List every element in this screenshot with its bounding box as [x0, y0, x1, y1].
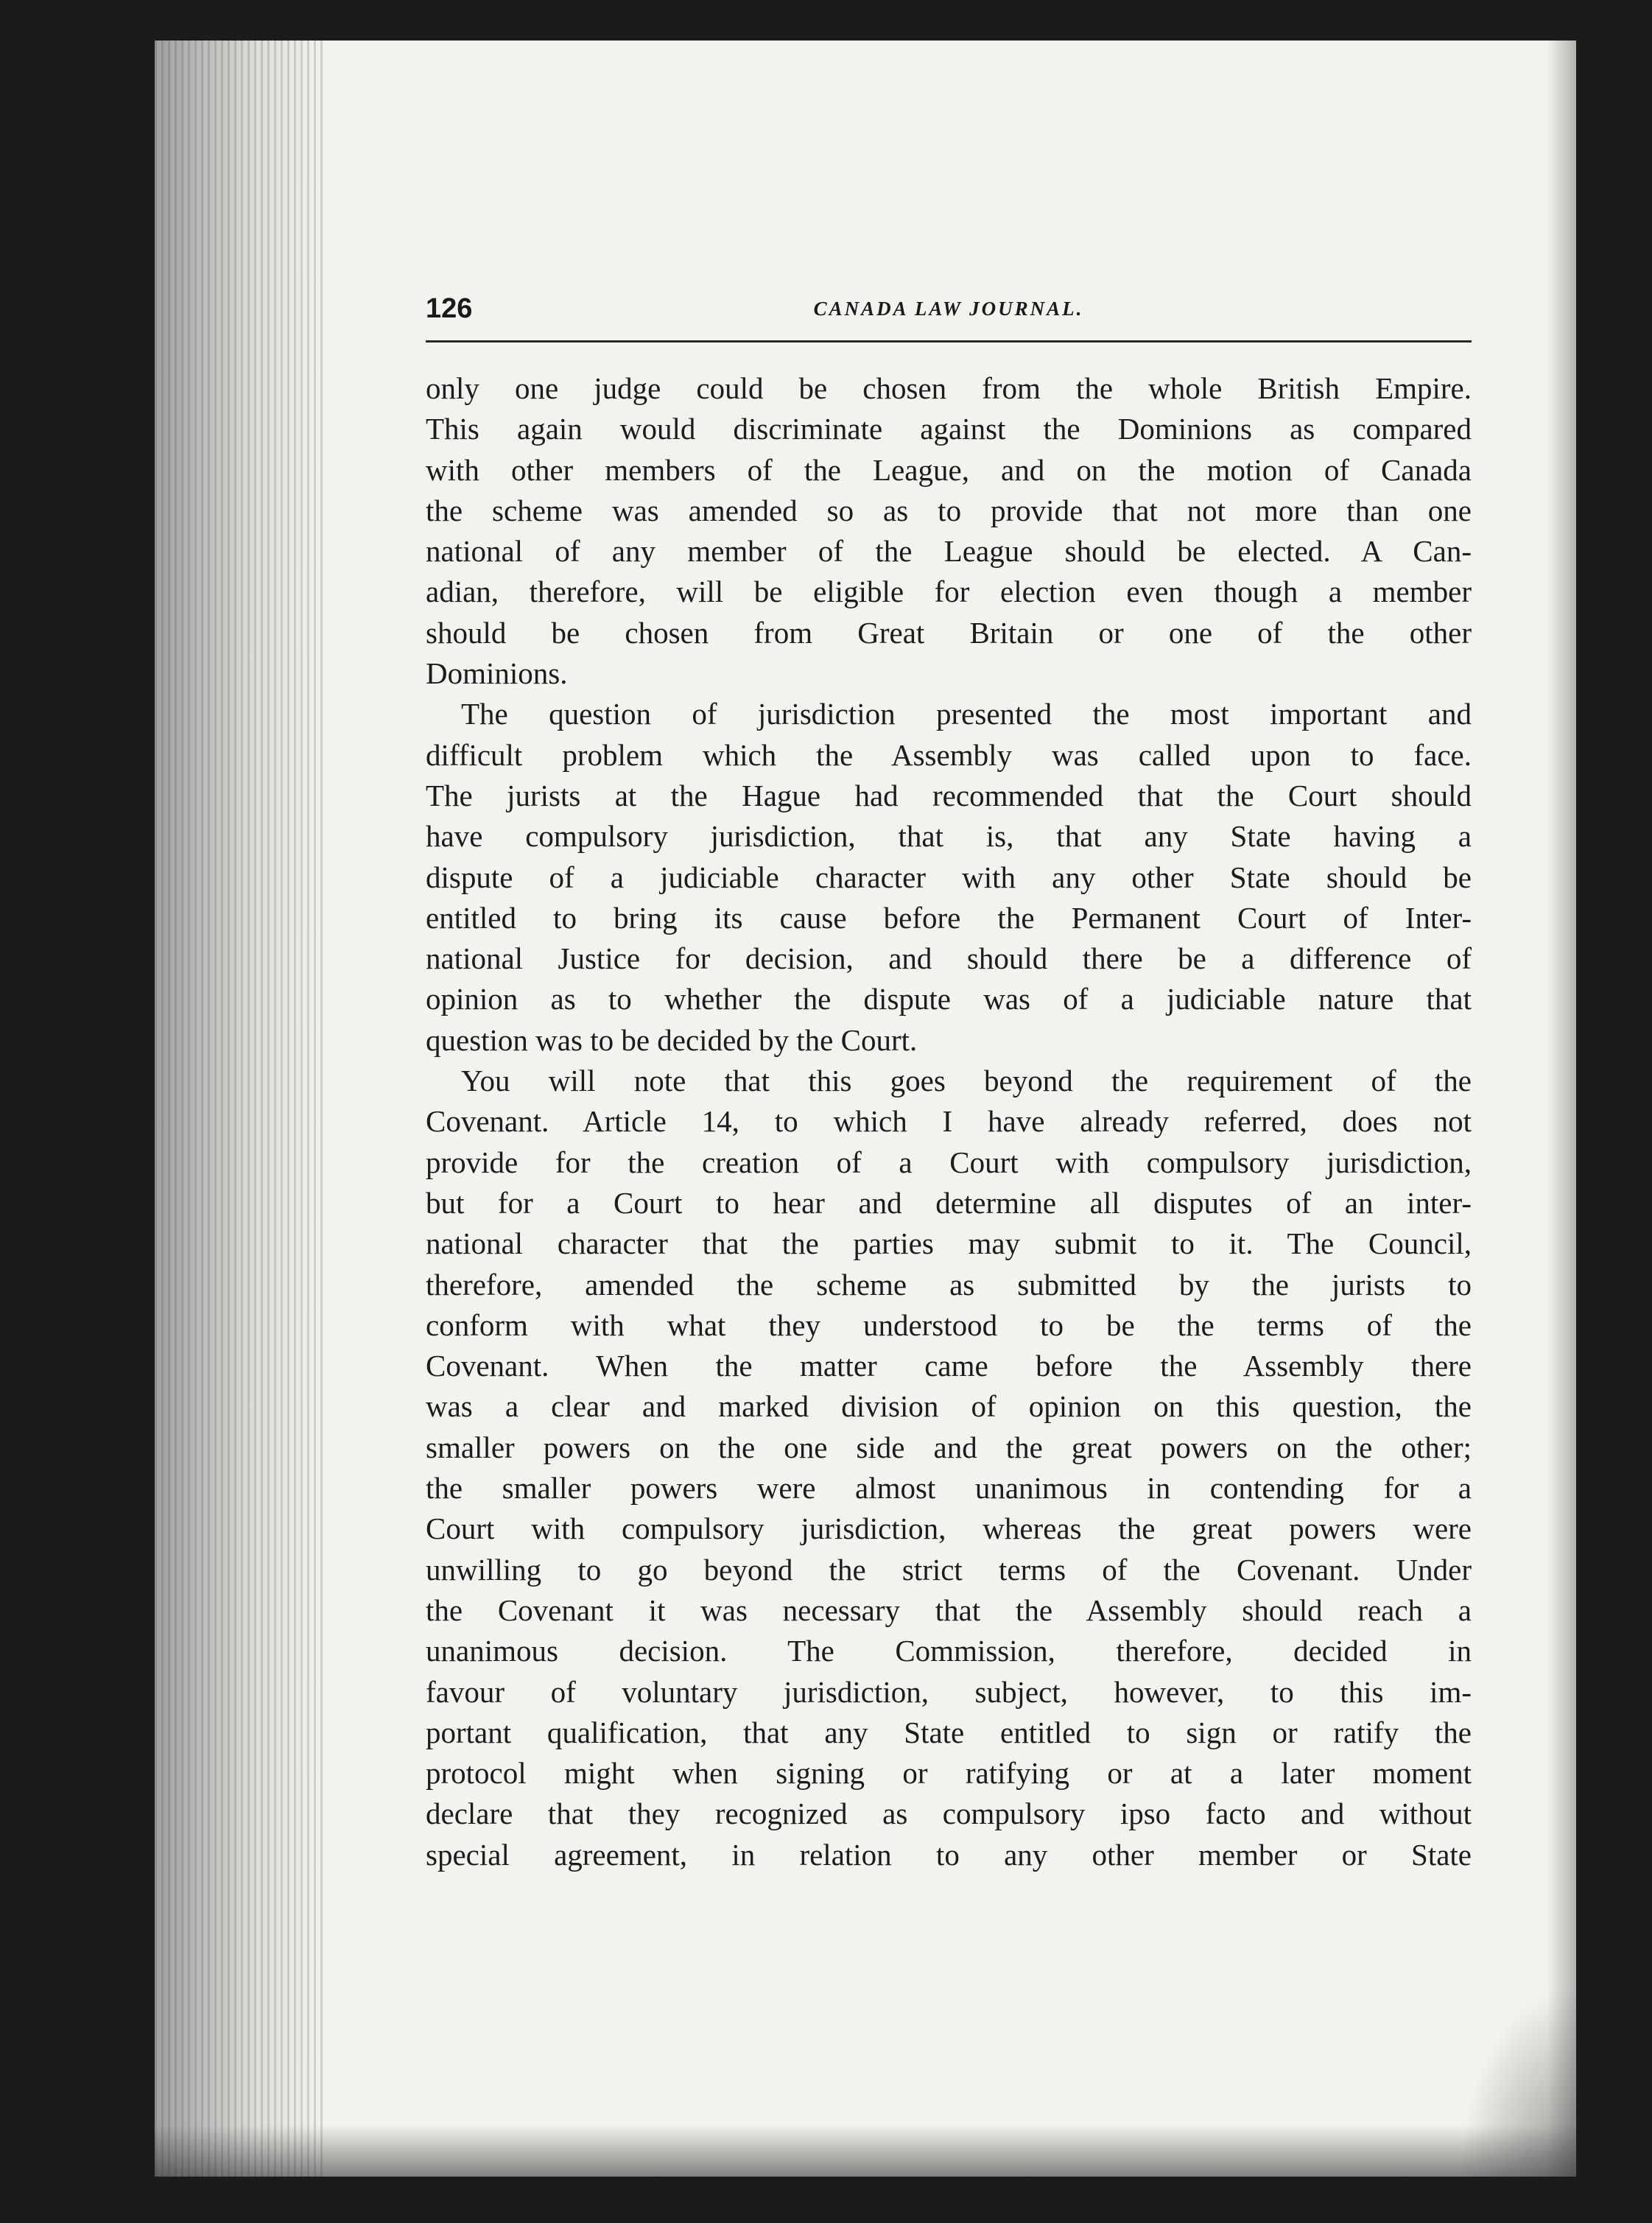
- text-line: national of any member of the League should be elected. A Can-: [426, 534, 1472, 569]
- text-line: the Covenant it was necessary that the Assembly should reach a: [426, 1592, 1472, 1627]
- text-line: dispute of a judiciable character with any other State should be: [426, 860, 1472, 894]
- text-line: This again would discriminate against the Dominions as compared: [426, 412, 1472, 446]
- header-rule: [426, 340, 1472, 343]
- journal-title: CANADA LAW JOURNAL.: [813, 298, 1084, 320]
- text-line: opinion as to whether the dispute was of a judiciable nature that: [426, 982, 1472, 1016]
- text-line: Covenant. When the matter came before the Assembly there: [426, 1349, 1472, 1383]
- text-line: The jurists at the Hague had recommended that the Court should: [426, 778, 1472, 812]
- text-line: Court with compulsory jurisdiction, whereas the great powers were: [426, 1511, 1472, 1546]
- text-line: unanimous decision. The Commission, therefore, decided in: [426, 1634, 1472, 1668]
- text-line: have compulsory jurisdiction, that is, that any State having a: [426, 819, 1472, 854]
- text-line: declare that they recognized as compulsory ipso facto and without: [426, 1797, 1472, 1831]
- binding-gutter-shadow: [155, 41, 324, 2177]
- page-bottom-shadow: [155, 2125, 1576, 2177]
- text-line: Covenant. Article 14, to which I have already referred, does not: [426, 1104, 1472, 1139]
- page-number: 126: [426, 293, 473, 324]
- text-line: protocol might when signing or ratifying or at a later moment: [426, 1756, 1472, 1791]
- text-line: conform with what they understood to be the terms of the: [426, 1307, 1472, 1342]
- text-line: was a clear and marked division of opinion on this question, the: [426, 1389, 1472, 1424]
- text-line: special agreement, in relation to any other member or State: [426, 1837, 1472, 1872]
- text-line: portant qualification, that any State entitled to sign or ratify the: [426, 1715, 1472, 1749]
- text-line: therefore, amended the scheme as submitted by the jurists to: [426, 1267, 1472, 1302]
- text-line: provide for the creation of a Court with compulsory jurisdiction,: [426, 1145, 1472, 1179]
- text-line: only one judge could be chosen from the whole British Empire.: [426, 371, 1472, 405]
- text-line: question was to be decided by the Court.: [426, 1022, 918, 1057]
- text-line: You will note that this goes beyond the requirement of the: [461, 1064, 1472, 1098]
- text-line: should be chosen from Great Britain or one of the other: [426, 615, 1472, 650]
- text-line: the scheme was amended so as to provide that not more than one: [426, 493, 1472, 527]
- text-line: with other members of the League, and on the motion of Canada: [426, 452, 1472, 487]
- text-line: adian, therefore, will be eligible for election even though a member: [426, 575, 1472, 609]
- text-line: unwilling to go beyond the strict terms of the Covenant. Under: [426, 1552, 1472, 1587]
- text-line: Dominions.: [426, 656, 568, 691]
- text-line: national character that the parties may submit to it. The Council,: [426, 1226, 1472, 1261]
- page-edge-shadow: [1547, 41, 1576, 2177]
- text-line: national Justice for decision, and should there be a difference of: [426, 941, 1472, 976]
- text-line: smaller powers on the one side and the great powers on the other;: [426, 1430, 1472, 1464]
- text-line: entitled to bring its cause before the Permanent Court of Inter-: [426, 900, 1472, 935]
- text-line: difficult problem which the Assembly was called upon to face.: [426, 737, 1472, 772]
- text-line: but for a Court to hear and determine all disputes of an inter-: [426, 1185, 1472, 1220]
- running-head: [426, 293, 1472, 337]
- text-line: favour of voluntary jurisdiction, subject, however, to this im-: [426, 1674, 1472, 1709]
- body-text: [426, 368, 1472, 1875]
- page-corner-shadow: [1458, 1985, 1576, 2177]
- text-line: The question of jurisdiction presented the most important and: [461, 697, 1472, 731]
- text-line: the smaller powers were almost unanimous in contending for a: [426, 1471, 1472, 1506]
